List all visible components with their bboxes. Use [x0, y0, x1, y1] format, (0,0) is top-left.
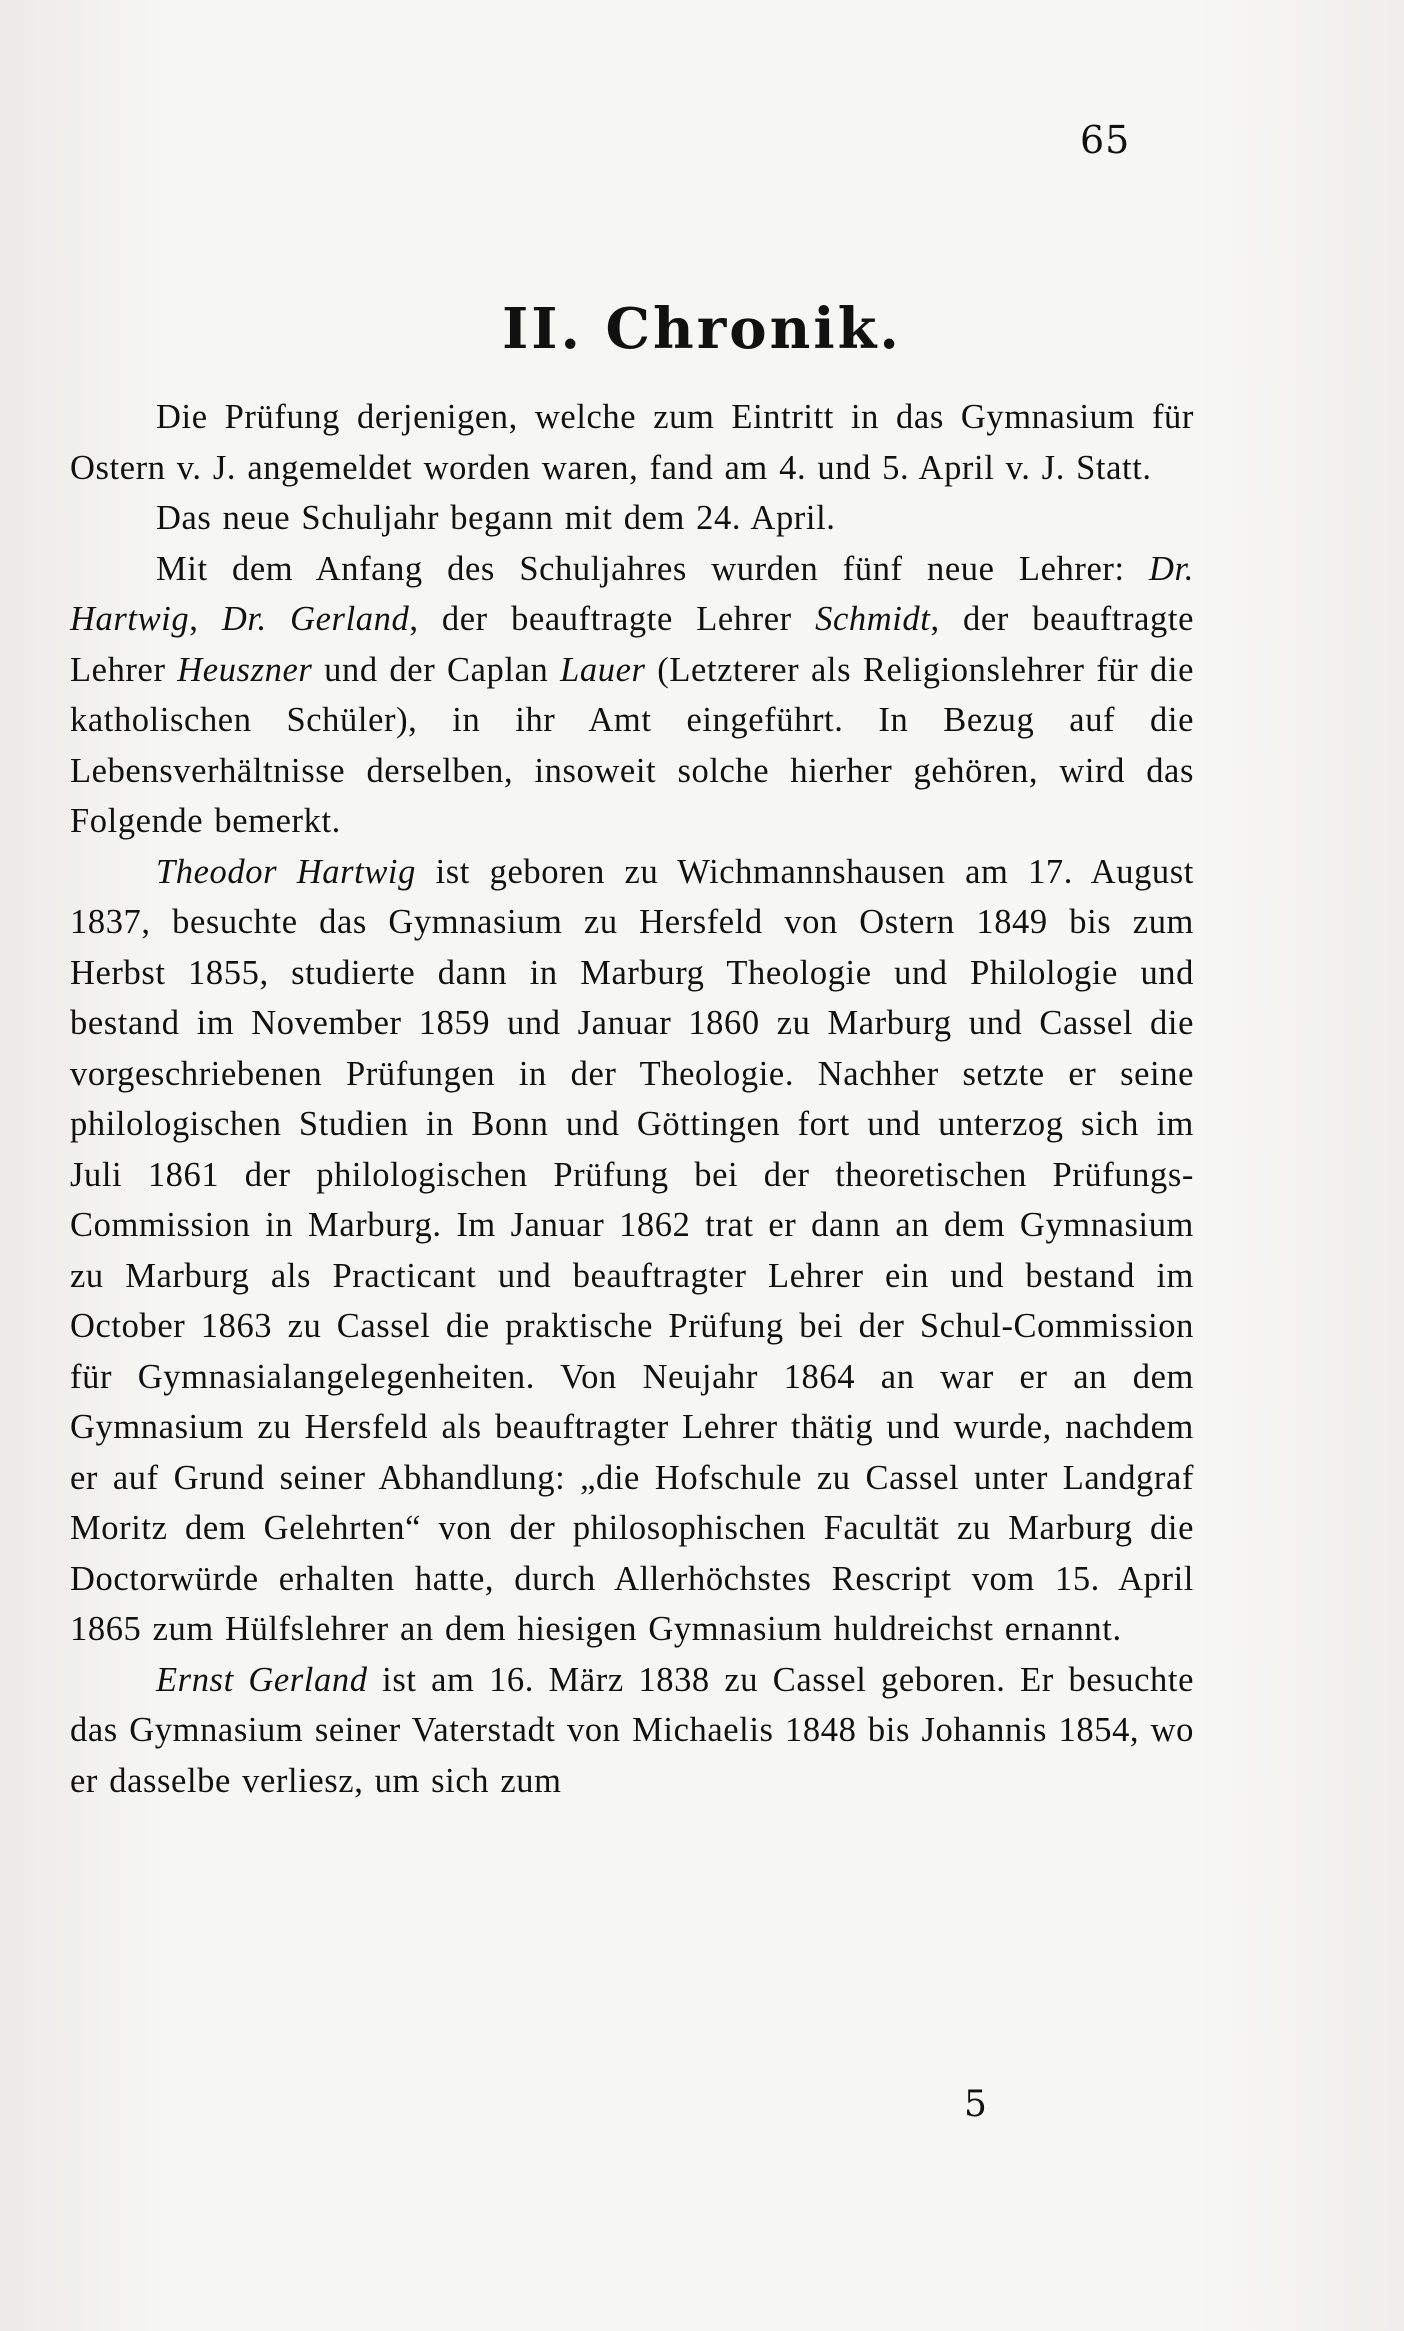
text-run: (Letzterer als Religionslehrer für die katholischen Schüler), in ihr Amt eingeführt. In Bezug auf die Lebensverhältnisse derselben, insoweit solche hierher gehören, wird das Folgende bemerkt.	[70, 650, 1194, 840]
text-run: Mit dem Anfang des Schuljahres wurden fünf neue Lehrer:	[156, 549, 1150, 588]
paragraph-new-teachers	[70, 544, 1194, 847]
teacher-name: Heuszner	[177, 650, 313, 689]
paragraph-exam: Die Prüfung derjenigen, welche zum Eintritt in das Gymnasium für Ostern v. J. angemeldet worden waren, fand am 4. und 5. April v. J. Statt.	[70, 398, 1194, 487]
text-run: und der Caplan	[312, 650, 561, 689]
text-run: ist geboren zu Wichmannshausen am 17. August 1837, besuchte das Gymnasium zu Hersfeld von Ostern 1849 bis zum Herbst 1855, studierte dann in Marburg Theologie und Philologie und bestand im November 1859 und Januar 1860 zu Marburg und Cassel die vorgeschriebenen Prüfungen in der Theologie. Nachher setzte er seine philologischen Studien in Bonn und Göttingen fort und unterzog sich im Juli 1861 der philologischen Prüfung bei der theoretischen Prüfungs-Commission in Marburg. Im Januar 1862 trat er dann an dem Gymnasium zu Marburg als Practicant und beauftragter Lehrer ein und bestand im October 1863 zu Cassel die praktische Prüfung bei der Schul-Commission für Gymnasialangelegenheiten. Von Neujahr 1864 an war er an dem Gymnasium zu Hersfeld als beauftragter Lehrer thätig und wurde, nachdem er auf Grund seiner Abhandlung: „die Hofschule zu Cassel unter Landgraf Moritz dem Gelehrten“ von der philosophischen Facultät zu Marburg die Doctorwürde erhalten hatte, durch Allerhöchstes Rescript vom 15. April 1865 zum Hülfslehrer an dem hiesigen Gymnasium huldreichst ernannt.	[70, 852, 1194, 1648]
teacher-name: Dr. Gerland	[221, 600, 410, 638]
paragraph-gerland	[70, 1655, 1194, 1807]
signature-mark: 5	[964, 2084, 987, 2125]
teacher-name: Lauer	[560, 650, 646, 689]
person-name: Theodor Hartwig	[156, 852, 416, 891]
body-text	[70, 392, 1194, 1806]
text-run: , der beauftragte Lehrer	[70, 600, 1195, 689]
text-run: , der beauftragte Lehrer	[409, 600, 816, 638]
paragraph-hartwig	[70, 847, 1194, 1655]
page-number: 65	[1080, 118, 1131, 162]
teacher-name: Schmidt	[815, 600, 931, 638]
text-run: ist am 16. März 1838 zu Cassel geboren. Er besuchte das Gymnasium seiner Vaterstadt von Michaelis 1848 bis Johannis 1854, wo er dasselbe verliesz, um sich zum	[70, 1660, 1194, 1800]
teacher-name: Dr. Hartwig	[70, 549, 1194, 638]
person-name: Ernst Gerland	[156, 1660, 368, 1699]
paragraph-school-year: Das neue Schuljahr begann mit dem 24. April.	[156, 499, 836, 537]
text-run: ,	[189, 600, 222, 638]
section-heading: II. Chronik.	[502, 296, 902, 362]
